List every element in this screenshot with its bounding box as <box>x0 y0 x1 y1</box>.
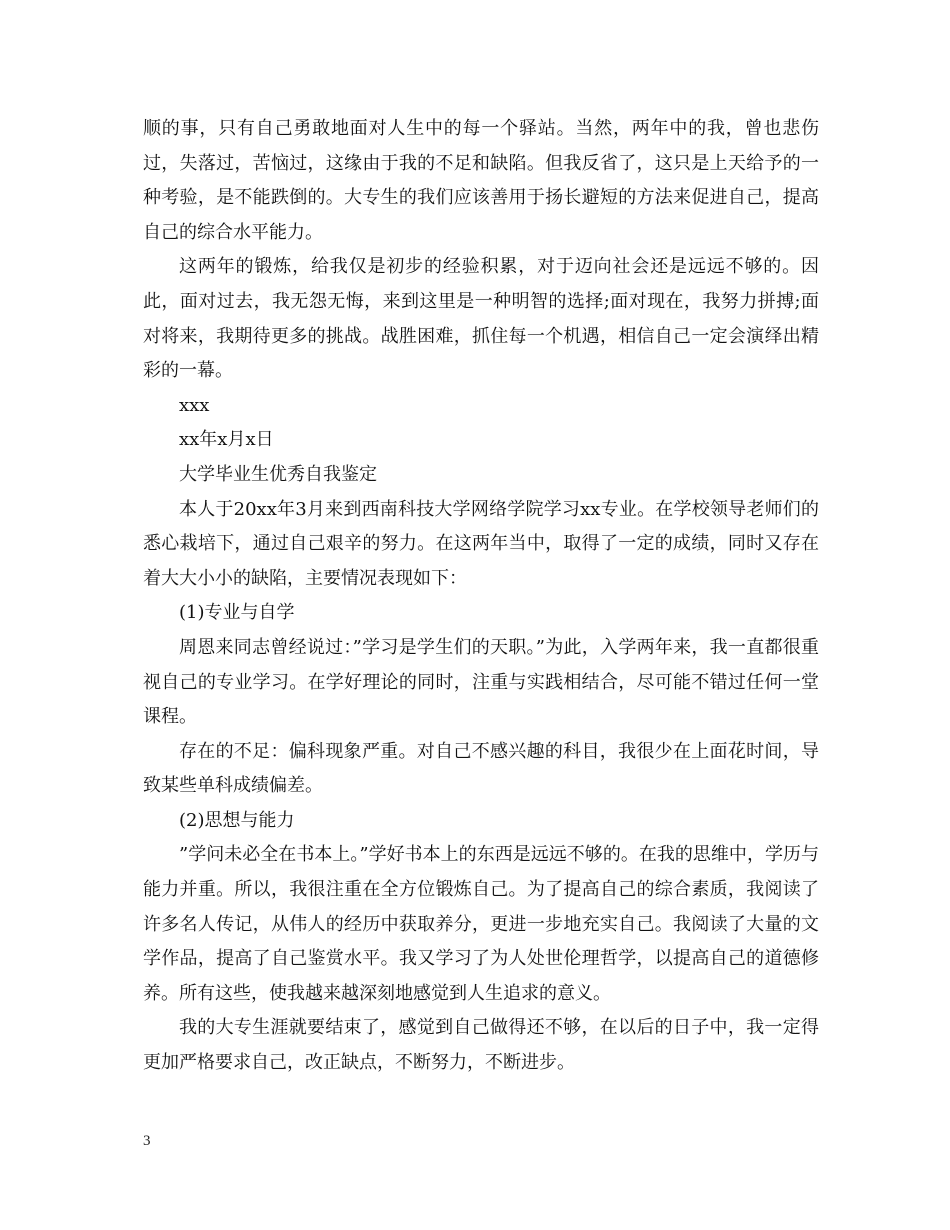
document-body <box>143 112 819 1081</box>
section-title: 大学毕业生优秀自我鉴定 <box>179 463 377 485</box>
paragraph-learning-beyond-books: ”学问未必全在书本上。”学好书本上的东西是远远不够的。在我的思维中，学历与能力并重。所以，我很注重在全方位锻炼自己。为了提高自己的综合素质，我阅读了许多名人传记，从伟人的经历中获取养分，更进一步地充实自己。我阅读了大量的文学作品，提高了自己鉴赏水平。我又学习了为人处世伦理哲学，以提高自己的道德修养。所有这些，使我越来越深刻地感觉到人生追求的意义。 <box>143 844 819 1004</box>
paragraph-introduction: 本人于20xx年3月来到西南科技大学网络学院学习xx专业。在学校领导老师们的悉心栽培下，通过自己艰辛的努力。在这两年当中，取得了一定的成绩，同时又存在着大大小小的缺陷，主要情况表现如下： <box>143 498 819 589</box>
paragraph-conclusion: 我的大专生涯就要结束了，感觉到自己做得还不够，在以后的日子中，我一定得更加严格要求自己，改正缺点，不断努力，不断进步。 <box>143 1017 819 1074</box>
subheading-major-self-study: (1)专业与自学 <box>179 602 295 624</box>
paragraph-study-duty: 周恩来同志曾经说过：”学习是学生们的天职。”为此，入学两年来，我一直都很重视自己的专业学习。在学好理论的同时，注重与实践相结合，尽可能不错过任何一堂课程。 <box>143 636 819 728</box>
paragraph-shortcomings: 存在的不足：偏科现象严重。对自己不感兴趣的科目，我很少在上面花时间，导致某些单科成绩偏差。 <box>143 740 819 797</box>
subheading-thought-ability: (2)思想与能力 <box>179 809 295 831</box>
signature-name: xxx <box>179 394 210 416</box>
page-number: 3 <box>143 1133 151 1149</box>
paragraph-two-years-training: 这两年的锻炼，给我仅是初步的经验积累，对于迈向社会还是远远不够的。因此，面对过去，我无怨无悔，来到这里是一种明智的选择;面对现在，我努力拼搏;面对将来，我期待更多的挑战。战胜困难，抓住每一个机遇，相信自己一定会演绎出精彩的一幕。 <box>143 256 820 382</box>
signature-date: xx年x月x日 <box>179 429 274 451</box>
paragraph-continuation: 顺的事，只有自己勇敢地面对人生中的每一个驿站。当然，两年中的我，曾也悲伤过，失落过，苦恼过，这缘由于我的不足和缺陷。但我反省了，这只是上天给予的一种考验，是不能跌倒的。大专生的我们应该善用于扬长避短的方法来促进自己，提高自己的综合水平能力。 <box>143 118 819 243</box>
